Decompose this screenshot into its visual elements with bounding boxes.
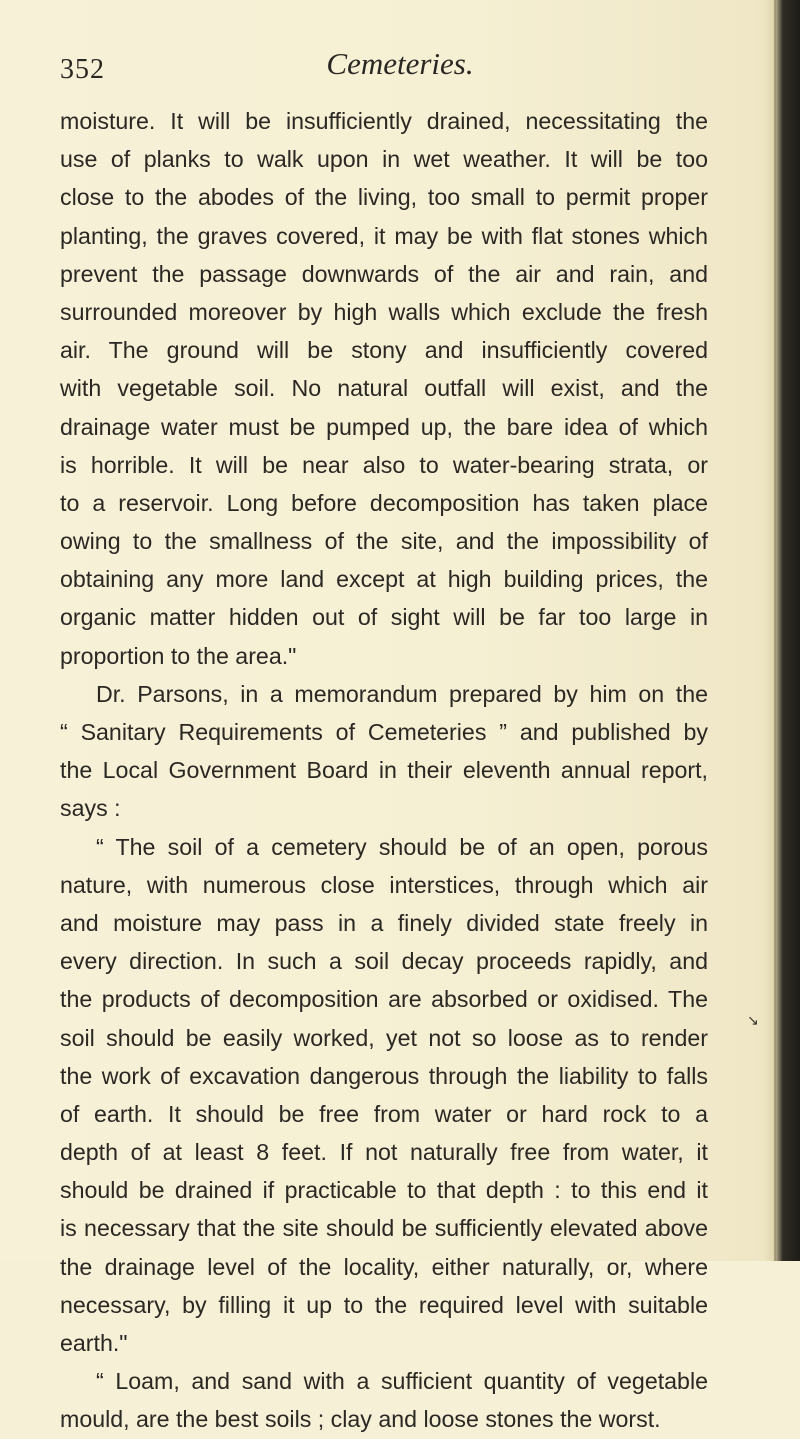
text-line: prevent the passage downwards of the air and rain, and (60, 260, 708, 287)
text-line: proportion to the area." (60, 642, 297, 669)
text-line: depth of at least 8 feet. If not naturally free from water, it (60, 1139, 708, 1166)
text-line: “ Sanitary Requirements of Cemeteries ” and published by (60, 719, 708, 745)
page-binding-edge (762, 0, 800, 1261)
text-line: the products of decomposition are absorbed or oxidised. The (60, 986, 708, 1013)
text-line: air. The ground will be stony and insufficiently covered (60, 337, 708, 364)
running-title: Cemeteries. (326, 46, 474, 81)
page-number: 352 (60, 54, 105, 85)
text-line: the work of excavation dangerous through the liability to falls (60, 1062, 708, 1089)
text-line: and moisture may pass in a finely divided state freely in (60, 909, 708, 936)
text-line: necessary, by filling it up to the required level with suitable (60, 1291, 708, 1318)
text-line: organic matter hidden out of sight will be far too large in (60, 604, 708, 631)
page-fold-line (774, 0, 776, 1261)
text-line: planting, the graves covered, it may be with flat stones which (60, 222, 708, 249)
text-line: soil should be easily worked, yet not so loose as to render (60, 1024, 708, 1051)
text-line: “ Loam, and sand with a sufficient quantity of vegetable (96, 1368, 708, 1395)
text-line: close to the abodes of the living, too small to permit proper (60, 184, 708, 211)
text-line: is necessary that the site should be sufficiently elevated above (60, 1215, 708, 1242)
text-line: says : (60, 795, 121, 822)
body-text (60, 102, 708, 1439)
text-line: should be drained if practicable to that depth : to this end it (60, 1177, 708, 1204)
text-line: obtaining any more land except at high building prices, the (60, 566, 708, 593)
text-line: Dr. Parsons, in a memorandum prepared by him on the (96, 680, 708, 707)
text-line: “ The soil of a cemetery should be of an open, porous (96, 833, 708, 860)
text-line: earth." (60, 1330, 128, 1356)
margin-tick-mark: ↘ (747, 1013, 759, 1029)
text-line: surrounded moreover by high walls which exclude the fresh (60, 298, 708, 325)
text-line: owing to the smallness of the site, and the impossibility of (60, 528, 708, 555)
text-line: drainage water must be pumped up, the bare idea of which (60, 413, 708, 440)
text-line: to a reservoir. Long before decomposition has taken place (60, 489, 708, 516)
text-line: of earth. It should be free from water or hard rock to a (60, 1100, 708, 1127)
page-header (60, 44, 720, 84)
text-line: with vegetable soil. No natural outfall will exist, and the (60, 375, 708, 402)
text-line: is horrible. It will be near also to water-bearing strata, or (60, 451, 708, 478)
text-line: the Local Government Board in their eleventh annual report, (60, 757, 708, 784)
text-line: the drainage level of the locality, either naturally, or, where (60, 1253, 708, 1280)
text-line: nature, with numerous close interstices, through which air (60, 871, 708, 898)
text-line: use of planks to walk upon in wet weather. It will be too (60, 146, 708, 173)
text-line: mould, are the best soils ; clay and loose stones the worst. (60, 1406, 661, 1433)
text-line: every direction. In such a soil decay proceeds rapidly, and (60, 948, 708, 975)
text-line: moisture. It will be insufficiently drained, necessitating the (60, 108, 708, 134)
